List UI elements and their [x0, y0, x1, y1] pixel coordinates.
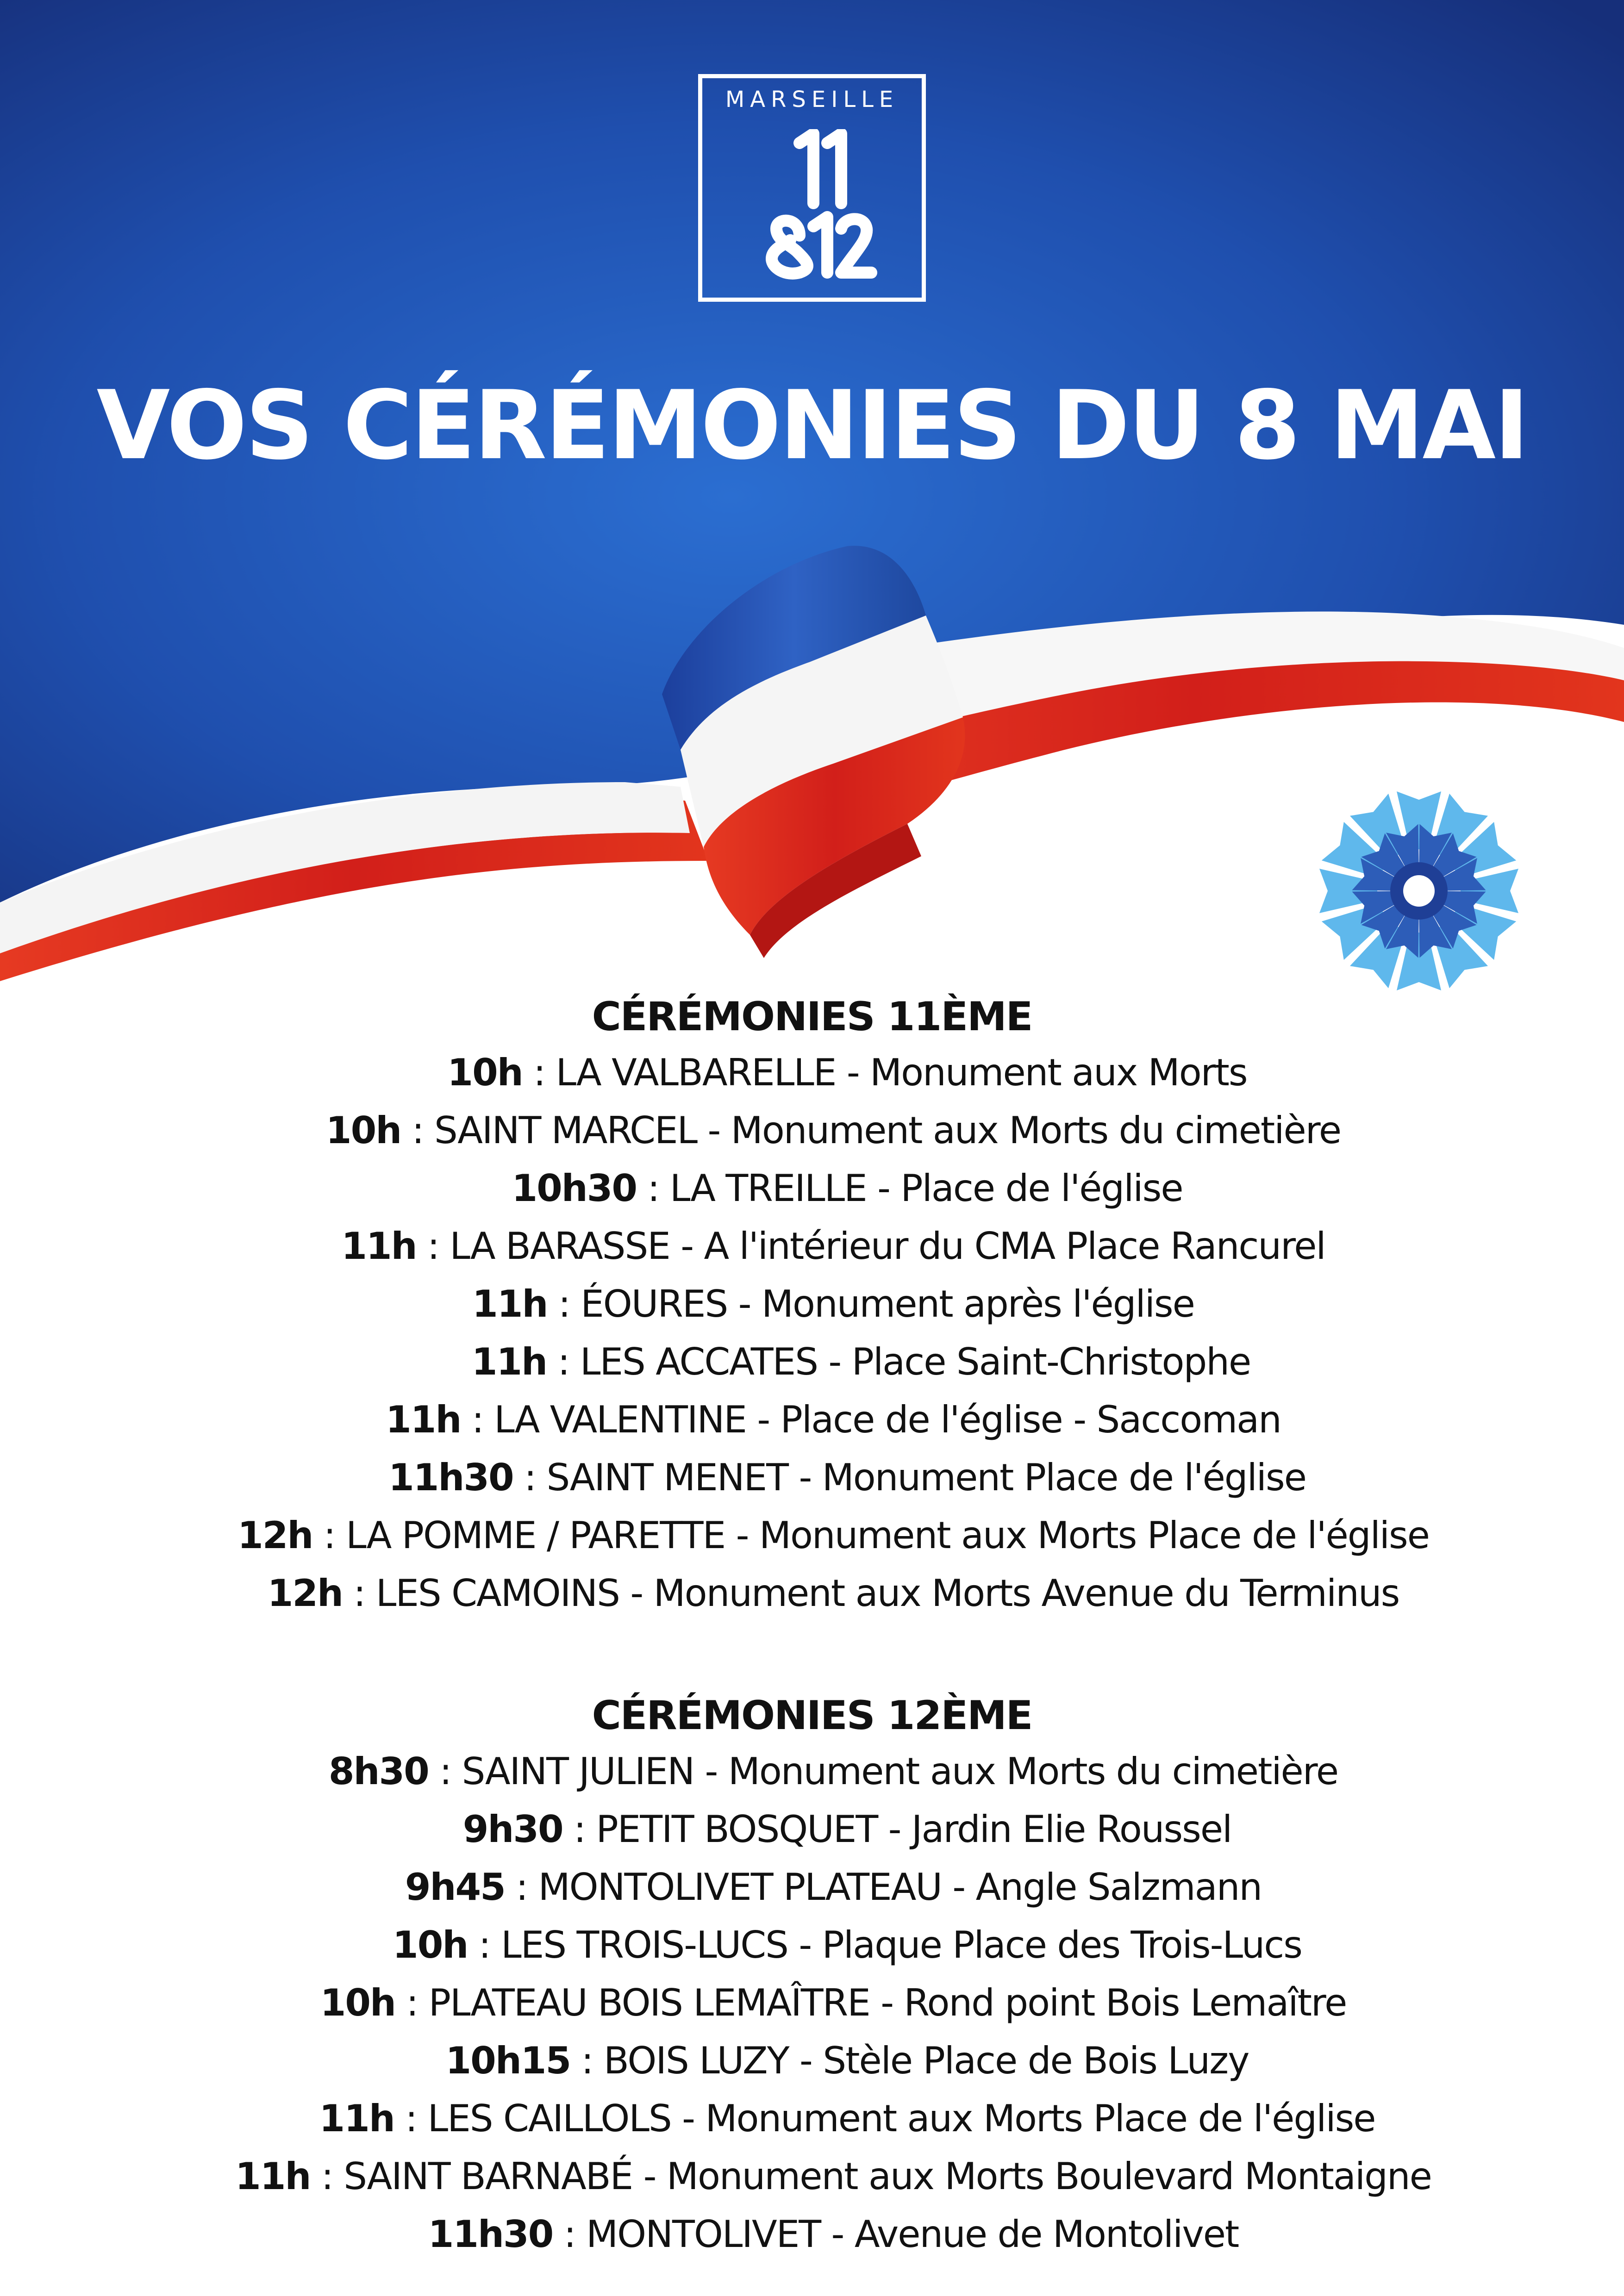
ceremony-item [388, 1449, 1306, 1506]
ceremony-time: 11h [235, 2155, 311, 2198]
logo-11-12-mark [744, 129, 883, 282]
section-title: CÉRÉMONIES 11ÈME [592, 994, 1032, 1040]
ceremony-time: 11h [341, 1225, 417, 1268]
ceremony-item [341, 1217, 1325, 1275]
ceremony-time: 10h30 [512, 1167, 637, 1210]
ceremony-time: 9h45 [405, 1866, 505, 1909]
ceremony-place: : PLATEAU BOIS LEMAÎTRE - Rond point Bois Lemaître [395, 1981, 1347, 2024]
ceremony-time: 10h15 [445, 2039, 571, 2082]
cornflower-bleuet-icon [1315, 787, 1523, 995]
ceremony-place: : MONTOLIVET PLATEAU - Angle Salzmann [505, 1866, 1262, 1909]
ceremony-place: : ÉOURES - Monument après l'église [547, 1282, 1194, 1325]
ceremony-item [463, 1800, 1232, 1858]
ceremony-item [428, 2205, 1239, 2263]
ceremony-place: : SAINT MARCEL - Monument aux Morts du cimetière [401, 1109, 1341, 1152]
ceremony-time: 11h [471, 1340, 547, 1383]
ceremonies-11eme-section [0, 990, 1624, 1615]
ceremony-place: : LES CAMOINS - Monument aux Morts Avenue du Terminus [342, 1572, 1399, 1615]
ceremony-item [472, 1333, 1250, 1391]
ceremony-time: 8h30 [328, 1750, 429, 1793]
ceremony-item [268, 1564, 1399, 1622]
ceremony-item [319, 2090, 1375, 2147]
section-title: CÉRÉMONIES 12ÈME [592, 1692, 1032, 1739]
ceremony-place: : MONTOLIVET - Avenue de Montolivet [553, 2213, 1239, 2256]
ceremony-place: : LES ACCATES - Place Saint-Christophe [547, 1340, 1251, 1383]
ceremony-item [393, 1916, 1302, 1974]
ceremony-item [512, 1159, 1182, 1217]
ceremony-time: 11h [386, 1398, 461, 1441]
ceremony-time: 10h [325, 1109, 401, 1152]
ceremony-item [405, 1858, 1262, 1916]
ceremony-place: : SAINT MENET - Monument Place de l'église [513, 1456, 1306, 1499]
ceremony-place: : BOIS LUZY - Stèle Place de Bois Luzy [570, 2039, 1249, 2082]
ceremony-time: 10h [447, 1051, 523, 1094]
ceremony-time: 10h [320, 1981, 395, 2024]
ceremony-place: : LA VALBARELLE - Monument aux Morts [522, 1051, 1247, 1094]
ceremony-place: : SAINT BARNABÉ - Monument aux Morts Boulevard Montaigne [310, 2155, 1431, 2198]
ceremony-time: 11h [319, 2097, 394, 2140]
ceremony-time: 9h30 [462, 1808, 563, 1851]
ceremony-item [326, 1101, 1341, 1159]
ceremony-place: : PETIT BOSQUET - Jardin Elie Roussel [562, 1808, 1232, 1851]
ceremony-place: : LES TROIS-LUCS - Plaque Place des Trois-Lucs [468, 1923, 1302, 1966]
ceremonies-12eme-section [0, 1689, 1624, 2256]
ceremony-item [237, 1506, 1429, 1564]
ceremony-place: : SAINT JULIEN - Monument aux Morts du cimetière [428, 1750, 1338, 1793]
marseille-11-12-logo [698, 74, 926, 302]
ceremony-time: 11h30 [388, 1456, 513, 1499]
ceremony-place: : LA VALENTINE - Place de l'église - Saccoman [461, 1398, 1281, 1441]
ceremony-item [472, 1275, 1194, 1333]
ceremony-time: 11h30 [428, 2213, 553, 2256]
ceremony-item [235, 2147, 1431, 2205]
ceremony-time: 10h [393, 1923, 468, 1966]
ceremony-time: 12h [267, 1572, 343, 1615]
ceremony-item [446, 2032, 1249, 2090]
ceremony-time: 11h [472, 1282, 548, 1325]
ceremony-place: : LA BARASSE - A l'intérieur du CMA Place Rancurel [416, 1225, 1325, 1268]
ceremony-place: : LA POMME / PARETTE - Monument aux Morts Place de l'église [312, 1514, 1429, 1557]
page-title: VOS CÉRÉMONIES DU 8 MAI [96, 371, 1528, 481]
ceremony-place: : LES CAILLOLS - Monument aux Morts Place de l'église [394, 2097, 1375, 2140]
ceremony-item [329, 1742, 1338, 1800]
ceremony-item [386, 1391, 1281, 1449]
ceremony-place: : LA TREILLE - Place de l'église [637, 1167, 1183, 1210]
ceremony-item [320, 1974, 1347, 2032]
ceremony-item [447, 1044, 1247, 1101]
logo-wordmark: MARSEILLE [725, 87, 899, 112]
ceremony-time: 12h [237, 1514, 313, 1557]
